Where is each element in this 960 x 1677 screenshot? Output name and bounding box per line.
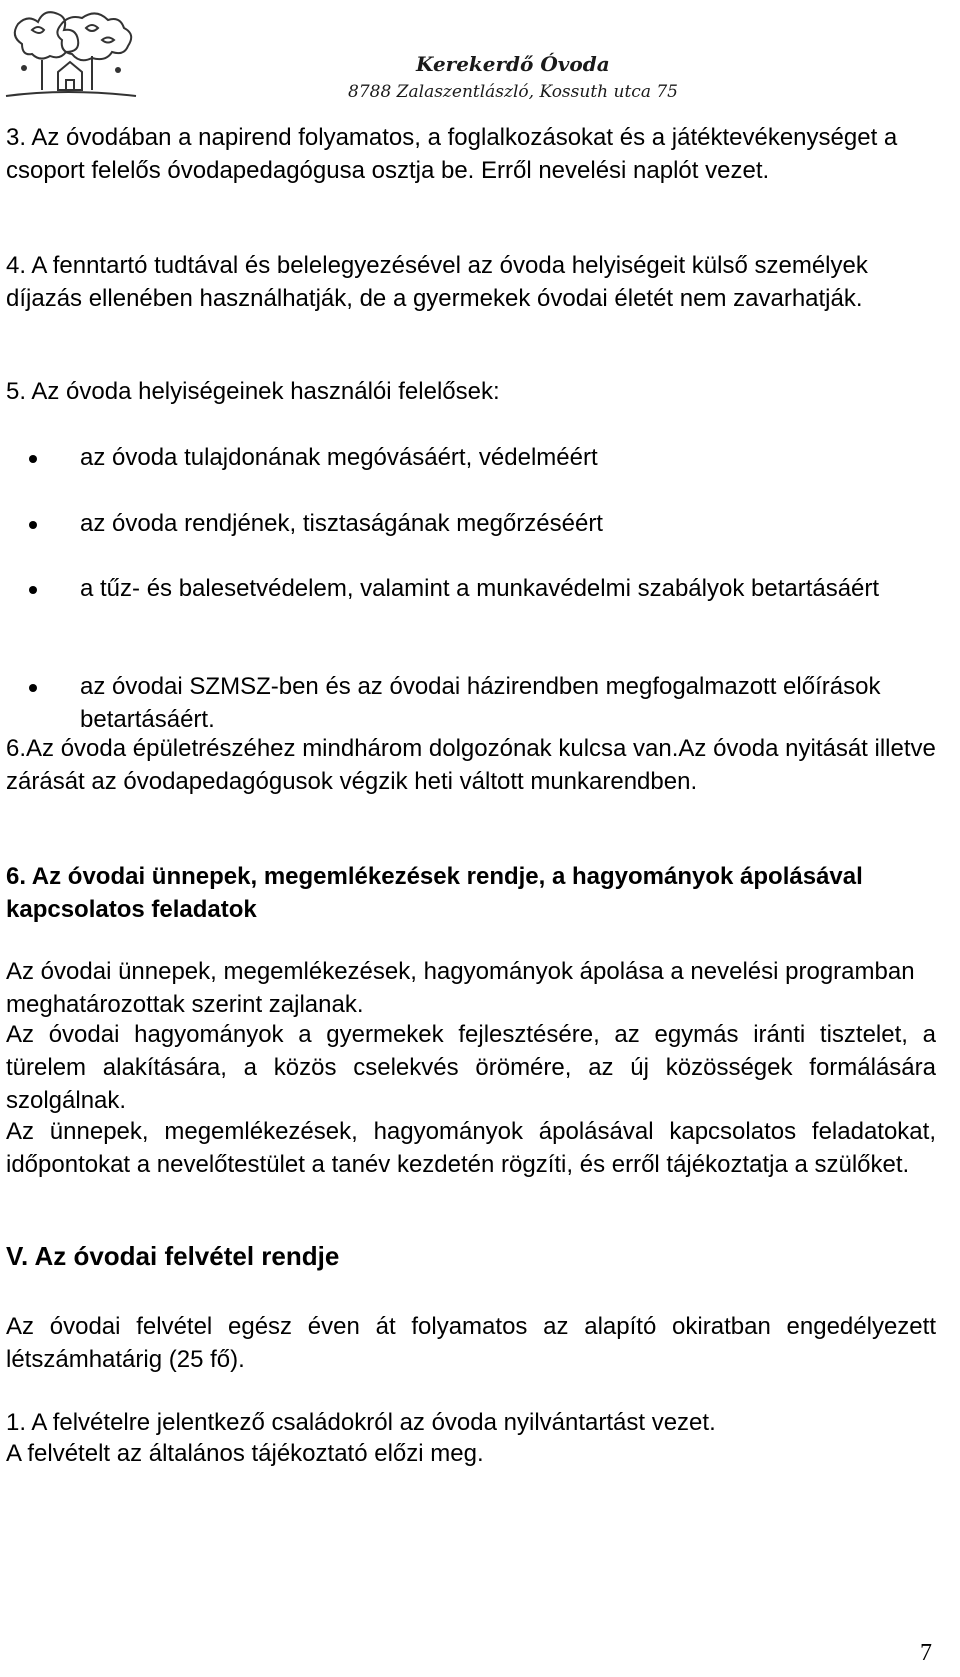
school-address: 8788 Zalaszentlászló, Kossuth utca 75 [348, 82, 678, 102]
list-item-text: az óvoda tulajdonának megóvásáért, védelméért [80, 444, 598, 471]
list-item-text: az óvoda rendjének, tisztaságának megőrzéséért [80, 510, 603, 537]
section-6-heading: 6. Az óvodai ünnepek, megemlékezések rendje, a hagyományok ápolásával kapcsolatos feladatok [6, 863, 863, 923]
bullet-icon [29, 455, 37, 463]
bullet-icon [29, 684, 37, 692]
page-number: 7 [920, 1640, 932, 1666]
section-6-paragraph-3: Az ünnepek, megemlékezések, hagyományok ápolásával kapcsolatos feladatokat, időpontokat a nevelőtestület a tanév kezdetén rögzíti, és erről tájékoztatja a szülőket. [6, 1118, 936, 1178]
section-6-paragraph-2: Az óvodai hagyományok a gyermekek fejlesztésére, az egymás iránti tisztelet, a türelem alakítására, a közös cselekvés örömére, az új közösségek formálására szolgálnak. [6, 1021, 936, 1114]
paragraph-3: 3. Az óvodában a napirend folyamatos, a foglalkozásokat és a játéktevékenységet a csoport felelős óvodapedagógusa osztja be. Erről nevelési naplót vezet. [6, 124, 898, 184]
section-v-paragraph-1: Az óvodai felvétel egész éven át folyamatos az alapító okiratban engedélyezett létszámhatárig (25 fő). [6, 1313, 936, 1373]
section-v-paragraph-3: A felvételt az általános tájékoztató előzi meg. [6, 1440, 484, 1467]
paragraph-6: 6.Az óvoda épületrészéhez mindhárom dolgozónak kulcsa van.Az óvoda nyitását illetve zárását az óvodapedagógusok végzik heti váltott munkarendben. [6, 735, 936, 795]
bullet-icon [29, 521, 37, 529]
list-item-text: az óvodai SZMSZ-ben és az óvodai házirendben megfogalmazott előírások betartásáért. [80, 673, 881, 733]
school-name: Kerekerdő Óvoda [416, 52, 610, 76]
section-v-paragraph-2: 1. A felvételre jelentkező családokról az óvoda nyilvántartást vezet. [6, 1409, 716, 1436]
list-item-text: a tűz- és balesetvédelem, valamint a munkavédelmi szabályok betartásáért [80, 575, 880, 602]
paragraph-4: 4. A fenntartó tudtával és belelegyezésével az óvoda helyiségeit külső személyek díjazás ellenében használhatják, de a gyermekek óvodai életét nem zavarhatják. [6, 252, 868, 312]
section-v-heading: V. Az óvodai felvétel rendje [6, 1241, 340, 1271]
kindergarten-logo-icon [2, 4, 140, 110]
bullet-icon [29, 586, 37, 594]
section-6-paragraph-1: Az óvodai ünnepek, megemlékezések, hagyományok ápolása a nevelési programban meghatározottak szerint zajlanak. [6, 958, 915, 1018]
paragraph-5: 5. Az óvoda helyiségeinek használói felelősek: [6, 378, 500, 405]
